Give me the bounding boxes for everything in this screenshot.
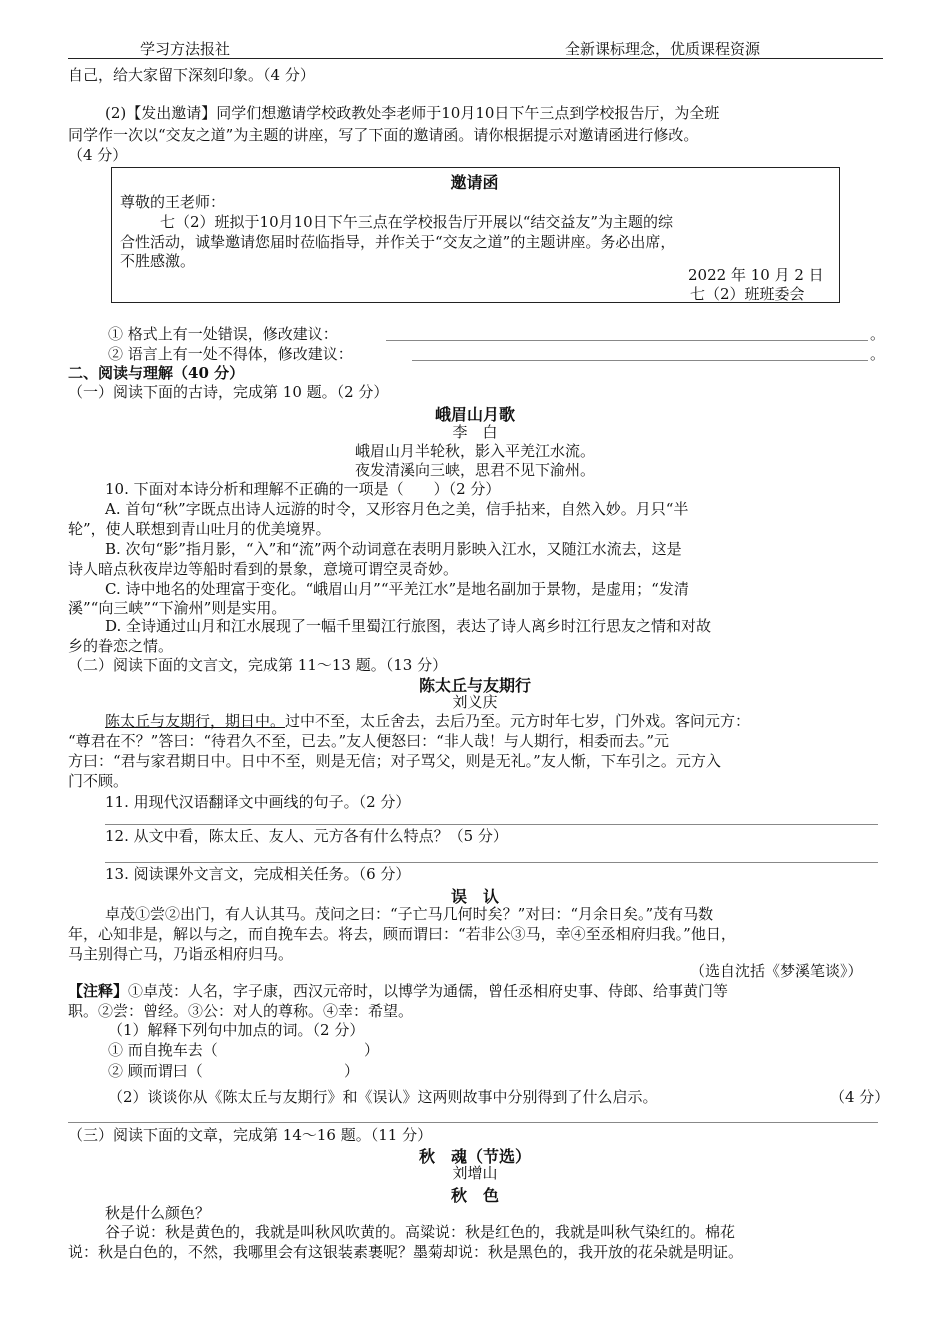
- essay-line1: 谷子说：秋是黄色的，我就是叫秋风吹黄的。高粱说：秋是红色的，我就是叫秋气染红的。棉花: [105, 1223, 736, 1241]
- task2-answer-line[interactable]: [68, 1122, 878, 1123]
- task2-score: （4 分）: [830, 1088, 890, 1106]
- letter-signature: 七（2）班班委会: [690, 285, 805, 303]
- revise-period-2: 。: [870, 345, 886, 363]
- revise-item-language: ② 语言上有一处不得体，修改建议：: [108, 345, 353, 363]
- q10-option-a-line1: A. 首句“秋”字既点出诗人远游的时令，又形容月色之美，信手拈来，自然入妙。月只“半: [105, 500, 689, 518]
- part-one-heading: （一）阅读下面的古诗，完成第 10 题。（2 分）: [68, 383, 389, 401]
- classical-paragraph-line4: 门不顾。: [68, 772, 129, 790]
- revise-answer-line-1[interactable]: [386, 340, 868, 341]
- essay-line0: 秋是什么颜色？: [105, 1204, 211, 1222]
- poem-line-1: 峨眉山月半轮秋，影入平羌江水流。: [354, 442, 595, 460]
- header-rule: [68, 58, 883, 59]
- wuren-line3: 马主别得亡马，乃诣丞相府归马。: [68, 945, 294, 963]
- underlined-sentence: 陈太丘与友期行，期日中。: [105, 712, 286, 730]
- wuren-note-line2: 职。②尝：曾经。③公：对人的尊称。④幸：希望。: [68, 1002, 414, 1020]
- q10-option-c-line1: C. 诗中地名的处理富于变化。“峨眉山月”“平羌江水”是地名副加于景物，是虚用；“发清: [105, 580, 689, 598]
- letter-title: 邀请函: [450, 173, 499, 192]
- header-publisher: 学习方法报社: [140, 40, 231, 58]
- invitation-question-line2: 同学作一次以“交友之道”为主题的讲座，写了下面的邀请函。请你根据提示对邀请函进行修改。: [68, 126, 699, 144]
- invitation-question-line3: （4 分）: [68, 146, 128, 164]
- q10-option-d-line1: D. 全诗通过山月和江水展现了一幅千里蜀江行旅图，表达了诗人离乡时江行思友之情和对故: [105, 617, 712, 635]
- question-top-tail: 自己，给大家留下深刻印象。（4 分）: [68, 66, 315, 84]
- q10-stem: 10. 下面对本诗分析和理解不正确的一项是（ ）（2 分）: [105, 480, 501, 498]
- essay-line2: 说：秋是白色的，不然，我哪里会有这银装素裹呢？墨菊却说：秋是黑色的，我开放的花朵就是明证。: [68, 1243, 744, 1261]
- letter-date: 2022 年 10 月 2 日: [688, 266, 824, 284]
- poem-author: 李 白: [452, 423, 498, 441]
- header-slogan: 全新课标理念，优质课程资源: [565, 40, 761, 58]
- q12-prompt: 12. 从文中看，陈太丘、友人、元方各有什么特点？（5 分）: [105, 827, 508, 845]
- q10-option-c-line2: 溪”“向三峡”“下渝州”则是实用。: [68, 599, 287, 617]
- letter-body-line1: 七（2）班拟于10月10日下午三点在学校报告厅开展以“结交益友”为主题的综: [160, 213, 674, 231]
- letter-body-line3: 不胜感激。: [120, 252, 196, 270]
- letter-body-line2: 合性活动，诚挚邀请您届时莅临指导，并作关于“交友之道”的主题讲座。务必出席，: [120, 233, 676, 251]
- part-three-heading: （三）阅读下面的文章，完成第 14～16 题。（11 分）: [68, 1126, 433, 1144]
- q11-answer-line[interactable]: [105, 824, 878, 825]
- task2-prompt: （2）谈谈你从《陈太丘与友期行》和《误认》这两则故事中分别得到了什么启示。: [108, 1088, 658, 1106]
- wuren-line1: 卓茂①尝②出门，有人认其马。茂问之曰：“子亡马几何时矣？”对曰：“月余日矣。”茂有马数: [105, 905, 714, 923]
- classical-line1-rest: 过中不至，太丘舍去，去后乃至。元方时年七岁，门外戏。客问元方：: [285, 712, 751, 730]
- task1-item-b-close: ）: [344, 1062, 360, 1080]
- q10-option-a-line2: 轮”，使人联想到青山吐月的优美境界。: [68, 520, 331, 538]
- q10-option-b-line2: 诗人暗点秋夜岸边等船时看到的景象，意境可谓空灵奇妙。: [68, 560, 459, 578]
- part-two-heading: （二）阅读下面的文言文，完成第 11～13 题。（13 分）: [68, 656, 448, 674]
- wuren-line2: 年，心知非是，解以与之，而自挽车去。将去，顾而谓曰：“若非公③马，幸④至丞相府归我。”他日，: [68, 925, 736, 943]
- revise-period-1: 。: [870, 325, 886, 343]
- essay-subtitle: 秋 色: [450, 1186, 499, 1205]
- essay-author: 刘增山: [452, 1164, 498, 1182]
- q13-prompt: 13. 阅读课外文言文，完成相关任务。（6 分）: [105, 865, 411, 883]
- note-label: 【注释】: [68, 982, 129, 1000]
- essay-title: 秋 魂（节选）: [418, 1147, 531, 1166]
- q11-prompt: 11. 用现代汉语翻译文中画线的句子。（2 分）: [105, 793, 411, 811]
- classical-paragraph-line2: “尊君在不？”答曰：“待君久不至，已去。”友人便怒曰：“非人哉！与人期行，相委而去。”元: [68, 732, 670, 750]
- poem-line-2: 夜发清溪向三峡，思君不见下渝州。: [354, 461, 595, 479]
- classical-author: 刘义庆: [452, 693, 498, 711]
- revise-item-format: ① 格式上有一处错误，修改建议：: [108, 325, 338, 343]
- q10-option-b-line1: B. 次句“影”指月影，“入”和“流”两个动词意在表明月影映入江水，又随江水流去，这是: [105, 540, 682, 558]
- task1-item-b: ② 顾而谓曰（: [108, 1062, 203, 1080]
- poem-title: 峨眉山月歌: [434, 405, 515, 424]
- classical-paragraph-line3: 方曰：“君与家君期日中。日中不至，则是无信；对子骂父，则是无礼。”友人惭，下车引之。元方入: [68, 752, 721, 770]
- classical-title: 陈太丘与友期行: [418, 676, 531, 695]
- revise-answer-line-2[interactable]: [412, 360, 868, 361]
- section-two-heading: 二、阅读与理解（40 分）: [68, 364, 245, 382]
- task1-item-a-close: ）: [364, 1041, 380, 1059]
- letter-salutation: 尊敬的王老师：: [120, 193, 226, 211]
- wuren-note-line1: [68, 982, 728, 1000]
- note-text-1: ①卓茂：人名，字子康，西汉元帝时，以博学为通儒，曾任丞相府史事、侍郎、给事黄门等: [128, 982, 729, 1000]
- classical-paragraph-line1: [105, 712, 750, 730]
- task1-prompt: （1）解释下列句中加点的词。（2 分）: [108, 1021, 365, 1039]
- wuren-title: 误 认: [450, 887, 499, 906]
- q10-option-d-line2: 乡的眷恋之情。: [68, 637, 174, 655]
- invitation-question-line1: (2)【发出邀请】同学们想邀请学校政教处李老师于10月10日下午三点到学校报告厅，为全班: [105, 104, 720, 122]
- wuren-source: （选自沈括《梦溪笔谈》）: [690, 962, 863, 980]
- q12-answer-line[interactable]: [105, 862, 878, 863]
- task1-item-a: ① 而自挽车去（: [108, 1041, 218, 1059]
